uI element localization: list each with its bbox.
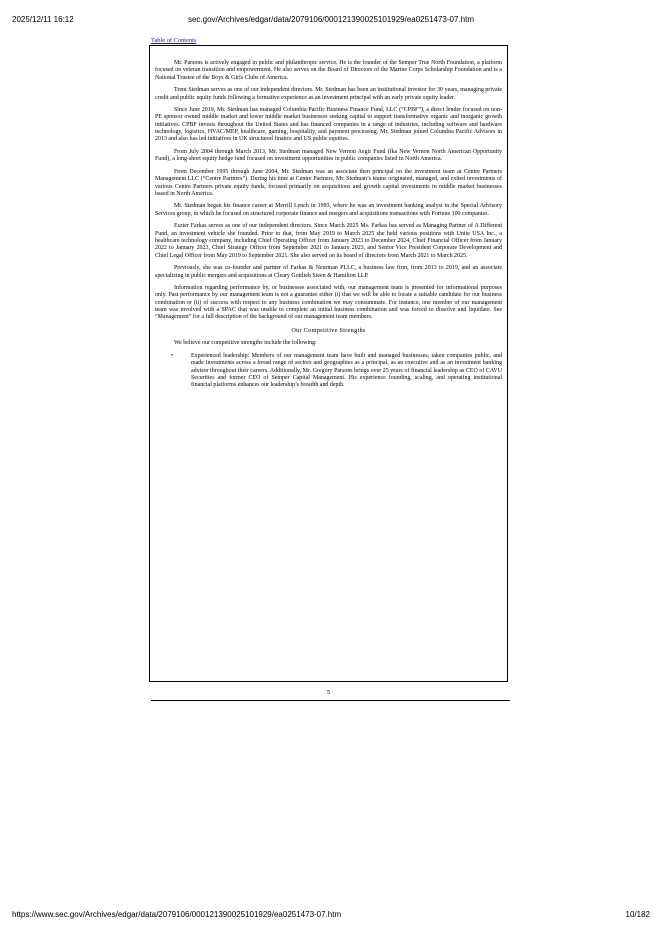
page-divider	[151, 700, 510, 701]
bullet-symbol: •	[171, 352, 174, 359]
paragraph-stedman-merrill-lynch: Mr. Stedman began his finance career at Merrill Lynch in 1993, where he was an investment banking analyst in the Special Advisory Services group, in which he focused on structured corporate finance and mergers and acquisitions transactions with Fortune 100 companies.	[155, 203, 502, 217]
table-of-contents-link[interactable]: Table of Contents	[151, 37, 197, 44]
document-page	[149, 45, 508, 682]
section-heading: Our Competitive Strengths	[291, 327, 366, 334]
print-datetime: 2025/12/11 16:12	[12, 15, 74, 24]
print-header	[0, 15, 662, 27]
paragraph-stedman-centre-partners: From December 1995 through June 2004, Mr. Stedman was an associate then principal on the investment team at Centre Partners Management LLC (“Centre Partners”). During his time at Centre Partners, Mr. Stedman’s teams originated, managed, and exited investments of various Centre Partners private equity funds, focused primarily on acquisitions and growth capital investments in middle market businesses based in North America.	[155, 168, 502, 197]
paragraph-farkas-previous: Previously, she was co-founder and partner of Farkas & Neurman PLLC, a business law firm, from 2013 to 2019, and an associate specializing in public mergers and acquisitions at Cleary Gottlieb Steen & Hamilton LLP.	[155, 265, 502, 279]
bullet-text: Experienced leadership: Members of our management team have built and managed businesses, taken companies public, and made investments across a broad range of sectors and geographies as a principal, as an executive and as an investment banking advisor throughout their careers. Additionally, Mr. Gregory Parsons brings over 25 years of financial leadership as CEO of CAVU Securities and former CEO of Semper Capital Management. His experience founding, scaling, and operating institutional financial platforms enhances our leadership’s breadth and depth.	[191, 352, 502, 389]
paragraph-stedman-intro: Trent Stedman serves as one of our independent directors. Mr. Stedman has been an institutional investor for 30 years, managing private credit and public equity funds following a formative experience as an investment principal with an early private equity leader.	[155, 87, 502, 101]
print-footer	[0, 910, 662, 922]
bullet-item	[171, 353, 502, 390]
paragraph-performance-disclaimer: Information regarding performance by, or businesses associated with, our management team is presented for informational purposes only. Past performance by our management team is not a guarantee either (i) that we will be able to locate a suitable candidate for our business combination or (ii) of success with respect to any business combination we may consummate. For instance, one member of our management team was involved with a SPAC that was unable to complete an initial business combination and was forced to dissolve and liquidate. See “Management” for a full description of the background of our management team members.	[155, 285, 502, 321]
paragraph-stedman-cpbf: Since June 2019, Mr. Stedman has managed Columbia Pacific Business Finance Fund, LLC (“CPBF”), a direct lender focused on non-PE sponsor owned middle market and lower middle market businesses seeking capital to support transformative organic and inorganic growth initiatives. CPBF invests throughout the United States and has financed companies in a range of industries, including software and hardware technology, logistics, HVAC/MEP, healthcare, gaming, hospitality, and payment processing. Mr. Stedman joined Columbia Pacific Advisors in 2013 and also has led initiatives in UK structured finance and US public equities.	[155, 107, 502, 143]
paragraph-parsons-service: Mr. Parsons is actively engaged in public and philanthropic service. He is the founder of the Semper True North Foundation, a platform focused on veteran transition and empowerment. He also serves on the Board of Directors of the Marine Corps Scholarship Foundation and is a National Trustee of the Boys & Girls Clubs of America.	[155, 60, 502, 81]
print-page-count: 10/182	[625, 910, 650, 919]
document-body	[150, 46, 507, 390]
print-footer-url: https://www.sec.gov/Archives/edgar/data/2079106/000121390025101929/ea0251473-07.htm	[12, 910, 342, 919]
page-number: 5	[326, 689, 331, 696]
paragraph-farkas-intro: Eszter Farkas serves as one of our independent directors. Since March 2025 Ms. Farkas has served as Managing Partner of A Different Fund, an investment vehicle she founded. Prior to that, from May 2019 to March 2025 she held various positions with Unite USA Inc., a healthcare technology company, including Chief Operating Officer from January 2023 to December 2024, Chief Financial Officer from January 2022 to January 2023, Chief Strategy Officer from September 2021 to January 2023, and Senior Vice President Corporate Development and Chief Legal Officer from May 2019 to September 2021. She also served on its board of directors from March 2021 to March 2025.	[155, 223, 502, 259]
strengths-intro: We believe our competitive strengths include the following:	[174, 340, 317, 347]
print-header-url: sec.gov/Archives/edgar/data/2079106/000121390025101929/ea0251473-07.htm	[187, 15, 474, 24]
paragraph-stedman-new-vernon: From July 2004 through March 2013, Mr. Stedman managed New Vernon Aegir Fund (fka New Vernon North American Opportunity Fund), a long-short equity hedge fund focused on investment opportunities in public companies listed in North America.	[155, 149, 502, 163]
